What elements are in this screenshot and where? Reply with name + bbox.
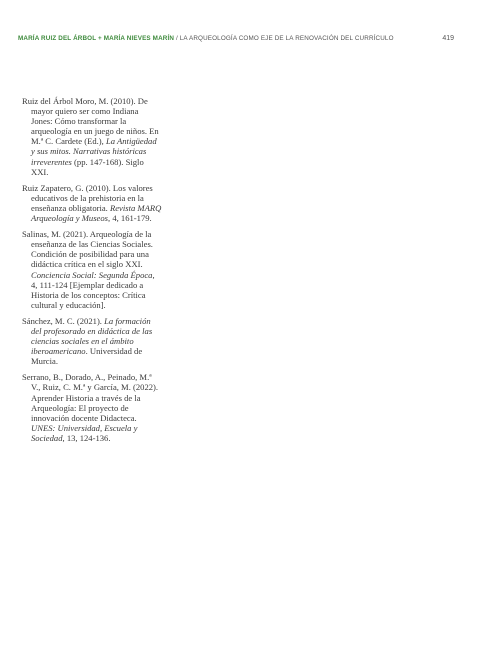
reference-title: UNES: Universidad, Escuela y Sociedad: [31, 422, 138, 443]
page-number: 419: [442, 35, 454, 42]
reference-title: La Antigüedad y sus mitos. Narrativas históricas irreverentes: [31, 136, 157, 167]
reference-text: , 13, 124-136.: [62, 432, 111, 443]
reference-text: , 4, 161-179.: [108, 213, 152, 224]
running-head-separator: /: [175, 35, 178, 42]
reference-entry: [22, 96, 162, 177]
reference-entry: [22, 316, 162, 366]
reference-text: , 4, 111-124 [Ejemplar dedicado a Historia de los conceptos: Crítica cultural y educación].: [31, 269, 155, 310]
reference-list: [22, 96, 162, 449]
reference-text: . Universidad de Murcia.: [31, 346, 143, 367]
reference-text: Ruiz del Árbol Moro, M. (2010). De mayor quiero ser como Indiana Jones: Cómo transformar la arqueología en un juego de niños. En M.ª C. Cardete (Ed.),: [22, 96, 159, 147]
reference-text: Salinas, M. (2021). Arqueología de la enseñanza de las Ciencias Sociales. Condición de posibilidad para una didáctica crítica en el siglo XXI.: [22, 229, 153, 270]
reference-text: Sánchez, M. C. (2021).: [22, 315, 105, 326]
reference-entry: [22, 372, 162, 443]
reference-text: Serrano, B., Dorado, A., Peinado, M.ª V., Ruiz, C. M.ª y García, M. (2022). Aprender Historia a través de la Arqueología: El proyecto de innovación docente Didacteca.: [22, 372, 159, 423]
running-head: [18, 34, 458, 44]
reference-entry: [22, 229, 162, 310]
reference-entry: [22, 183, 162, 223]
reference-text: (pp. 147-168). Siglo XXI.: [31, 156, 144, 177]
reference-title: Revista MARQ Arqueología y Museos: [31, 202, 162, 224]
running-head-title: LA ARQUEOLOGÍA COMO EJE DE LA RENOVACIÓN DEL CURRÍCULO: [179, 35, 394, 42]
running-head-authors: MARÍA RUIZ DEL ÁRBOL + MARÍA NIEVES MARÍN: [18, 35, 175, 42]
reference-title: La formación del profesorado en didáctica de las ciencias sociales en el ámbito iberoamericano: [31, 315, 153, 357]
reference-title: Conciencia Social: Segunda Época: [31, 269, 153, 280]
reference-text: Ruiz Zapatero, G. (2010). Los valores educativos de la prehistoria en la enseñanza obligatoria.: [22, 182, 153, 213]
